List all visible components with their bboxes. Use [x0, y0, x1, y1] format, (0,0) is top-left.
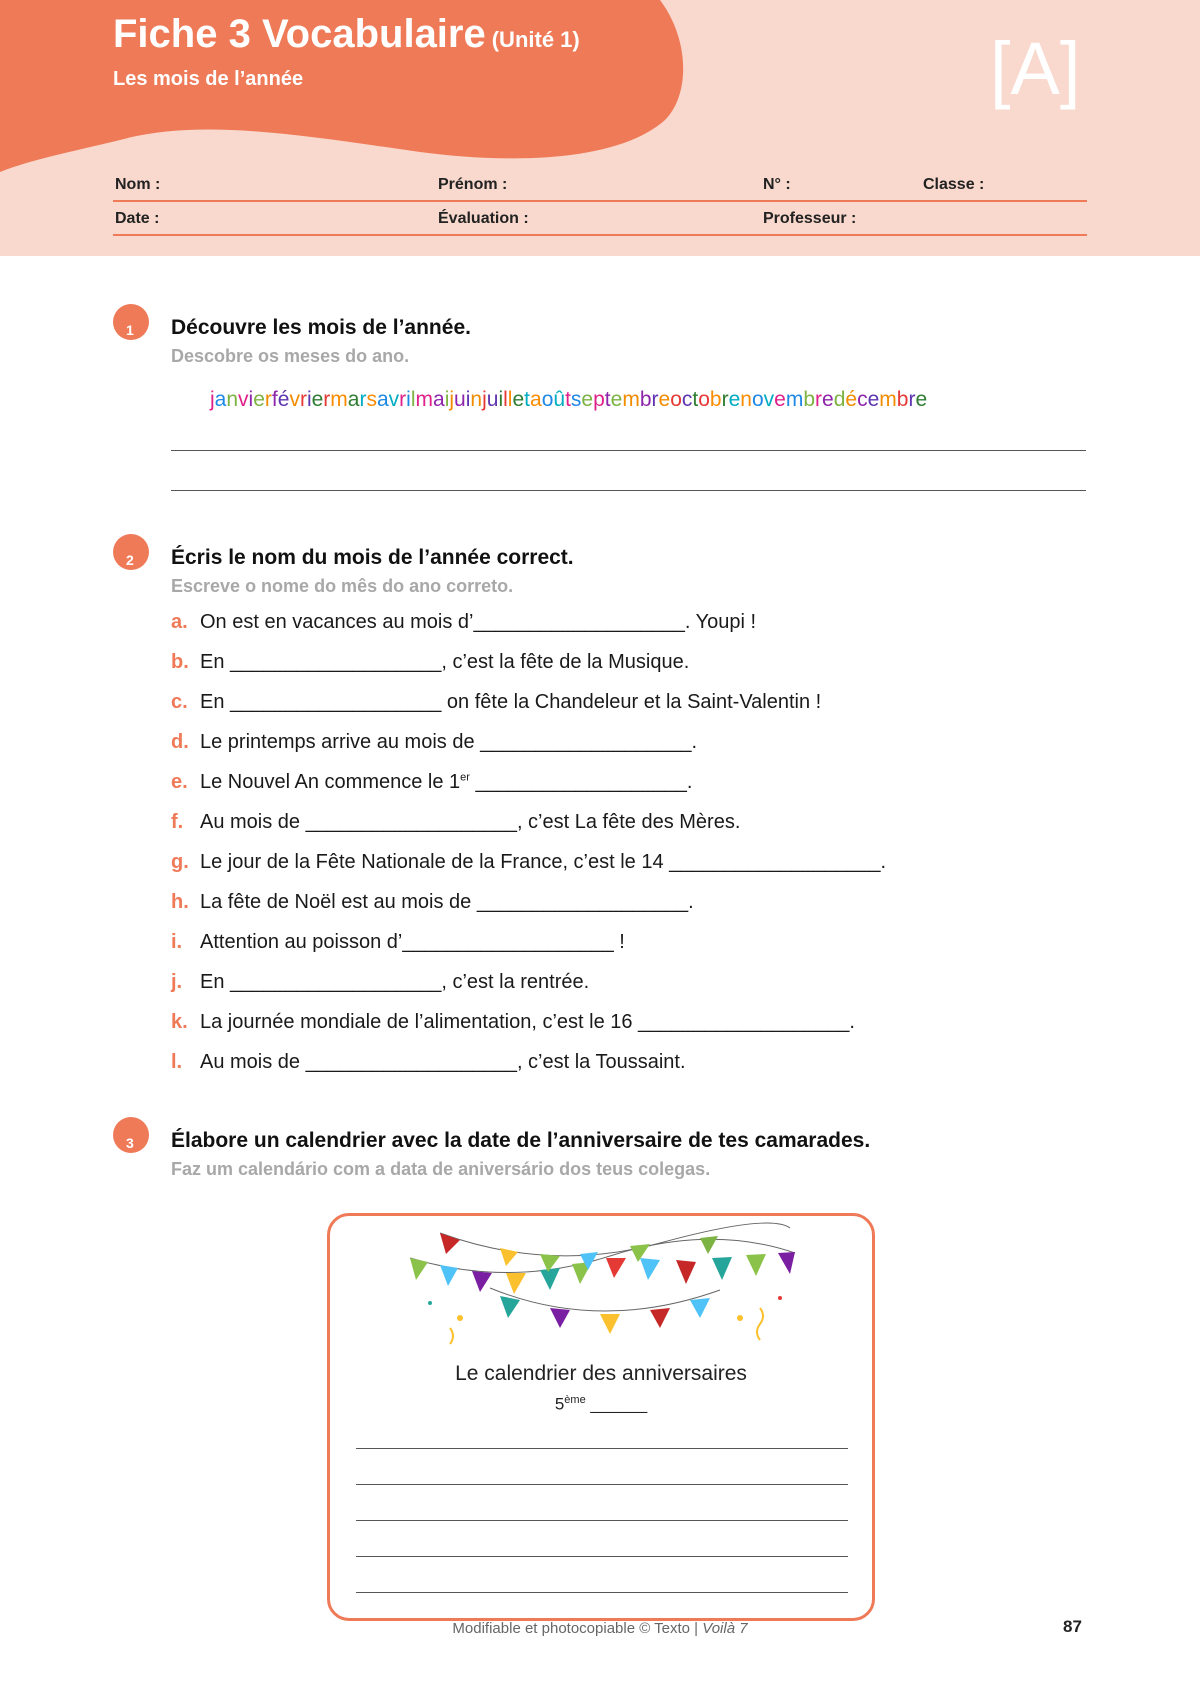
item-letter: f. [171, 811, 184, 833]
snake-letter: t [565, 388, 571, 411]
snake-letter: i [465, 388, 471, 411]
snake-letter: l [503, 388, 508, 411]
snake-letter: b [896, 388, 909, 411]
bunting-decoration-icon [400, 1218, 800, 1358]
exercise-2-item [171, 771, 692, 794]
snake-letter: a [530, 388, 542, 411]
snake-letter: p [593, 388, 605, 411]
snake-letter: d [833, 388, 846, 411]
snake-letter: i [306, 388, 312, 411]
exercise-2-item [171, 611, 756, 634]
evaluation-field-label: Évaluation : [438, 210, 529, 227]
answer-line[interactable] [171, 450, 1086, 451]
snake-letter: i [444, 388, 450, 411]
exercise-2-item [171, 851, 886, 874]
item-letter: g. [171, 851, 189, 873]
snake-letter: e [253, 388, 265, 411]
snake-letter: o [698, 388, 710, 411]
exercise-2-item [171, 811, 740, 834]
calendar-line[interactable] [356, 1520, 848, 1521]
snake-letter: e [311, 388, 324, 411]
student-fields-row-2 [113, 204, 1087, 236]
level-badge: [A] [990, 27, 1081, 110]
snake-letter: i [248, 388, 254, 411]
item-letter: h. [171, 891, 189, 913]
number-field-label: N° : [763, 176, 791, 193]
snake-letter: é [277, 388, 290, 411]
snake-letter: r [359, 388, 367, 411]
exercise-1-number: 1 [126, 322, 134, 338]
snake-letter: e [512, 388, 525, 411]
unit-label: (Unité 1) [491, 27, 580, 52]
snake-letter: a [376, 388, 389, 411]
item-text: Le Nouvel An commence le 1 [200, 771, 461, 793]
snake-letter: m [622, 388, 640, 411]
footer-copyright: Modifiable et photocopiable © Texto | [452, 1620, 703, 1637]
snake-letter: v [388, 388, 400, 411]
snake-letter: s [570, 388, 582, 411]
snake-letter: i [406, 388, 411, 411]
item-letter: l. [171, 1051, 183, 1073]
exercise-2-item [171, 1011, 855, 1034]
snake-letter: l [410, 388, 416, 411]
snake-letter: j [449, 388, 455, 411]
exercise-3-number: 3 [126, 1135, 134, 1151]
exercise-2-subtitle: Escreve o nome do mês do ano correto. [171, 576, 514, 596]
snake-letter: r [815, 388, 823, 411]
exercise-2-number: 2 [126, 552, 134, 568]
item-text[interactable]: La journée mondiale de l’alimentation, c’est le 16 ___________________. [200, 1011, 855, 1033]
class-superscript: ème [564, 1394, 586, 1406]
snake-letter: n [470, 388, 483, 411]
exercise-1-title: Découvre les mois de l’année. [171, 316, 471, 339]
snake-letter: s [366, 388, 377, 411]
item-text[interactable]: En ___________________, c’est la fête de la Musique. [200, 651, 690, 673]
snake-letter: j [482, 388, 487, 411]
snake-letter: c [857, 388, 868, 411]
item-text[interactable]: Au mois de ___________________, c’est La fête des Mères. [200, 811, 741, 833]
item-letter: j. [171, 971, 183, 993]
snake-letter: v [763, 388, 775, 411]
calendar-line[interactable] [356, 1592, 848, 1593]
item-letter: a. [171, 611, 188, 633]
exercise-2-item [171, 971, 589, 994]
snake-letter: o [751, 388, 764, 411]
page-number: 87 [1063, 1617, 1082, 1636]
snake-letter: e [728, 388, 741, 411]
snake-letter: e [915, 388, 928, 411]
title-text: Fiche 3 Vocabulaire [113, 12, 486, 56]
snake-letter: b [803, 388, 816, 411]
snake-letter: e [581, 388, 594, 411]
snake-letter: o [670, 388, 682, 411]
item-letter: c. [171, 691, 188, 713]
snake-letter: r [651, 388, 659, 411]
footer-book-title: Voilà 7 [702, 1620, 748, 1637]
snake-letter: o [541, 388, 554, 411]
exercise-3-number-badge [113, 1117, 149, 1153]
item-text[interactable]: Au mois de ___________________, c’est la Toussaint. [200, 1051, 686, 1073]
snake-letter: m [330, 388, 348, 411]
class-blank[interactable]: ______ [585, 1394, 648, 1414]
item-text[interactable]: En ___________________, c’est la rentrée. [200, 971, 590, 993]
snake-letter: n [740, 388, 752, 411]
snake-letter: e [610, 388, 623, 411]
exercise-2-item [171, 731, 697, 754]
snake-letter: e [822, 388, 834, 411]
calendar-line[interactable] [356, 1448, 848, 1449]
snake-letter: r [323, 388, 331, 411]
snake-letter: t [604, 388, 611, 411]
item-letter: e. [171, 771, 188, 793]
page-title [113, 12, 580, 57]
exercise-2-item [171, 691, 821, 714]
exercise-2-item [171, 1051, 686, 1074]
item-blank[interactable]: ___________________. [469, 771, 693, 793]
item-text[interactable]: En ___________________ on fête la Chandeleur et la Saint-Valentin ! [200, 691, 822, 713]
answer-line[interactable] [171, 490, 1086, 491]
class-grade: 5 [554, 1394, 565, 1414]
item-letter: d. [171, 731, 189, 753]
snake-letter: j [210, 388, 215, 411]
exercise-3-subtitle: Faz um calendário com a data de aniversário dos teus colegas. [171, 1159, 711, 1179]
snake-letter: i [498, 388, 504, 411]
calendar-line[interactable] [356, 1556, 848, 1557]
name-field-label: Nom : [115, 176, 161, 193]
snake-letter: e [658, 388, 671, 411]
snake-letter: n [226, 388, 239, 411]
snake-letter: r [264, 388, 272, 411]
snake-letter: e [867, 388, 880, 411]
item-text[interactable]: Le printemps arrive au mois de ___________________. [200, 731, 698, 753]
snake-letter: f [271, 388, 278, 411]
ordinal-superscript: er [460, 771, 470, 784]
footer [0, 1620, 1200, 1637]
snake-letter: c [681, 388, 693, 411]
snake-letter: r [399, 388, 407, 411]
snake-letter: a [433, 388, 445, 411]
snake-letter: t [524, 388, 530, 411]
item-text[interactable]: Attention au poisson d’___________________ ! [200, 931, 625, 953]
item-letter: i. [171, 931, 183, 953]
snake-letter: b [639, 388, 652, 411]
snake-letter: a [214, 388, 227, 411]
date-field-label: Date : [115, 210, 160, 227]
snake-letter: v [289, 388, 300, 411]
snake-letter: u [486, 388, 499, 411]
birthday-calendar-box [327, 1213, 875, 1621]
snake-letter: m [879, 388, 897, 411]
snake-letter: û [553, 388, 566, 411]
exercise-2-item [171, 651, 689, 674]
snake-letter: r [908, 388, 916, 411]
exercise-2-item [171, 931, 625, 954]
item-letter: b. [171, 651, 189, 673]
exercise-2-number-badge [113, 534, 149, 570]
calendar-title: Le calendrier des anniversaires [455, 1362, 747, 1385]
teacher-field-label: Professeur : [763, 210, 857, 227]
snake-letter: l [507, 388, 513, 411]
snake-letter: r [299, 388, 307, 411]
snake-letter: v [238, 388, 249, 411]
snake-letter: m [415, 388, 434, 411]
snake-letter: e [774, 388, 786, 411]
class-field-label: Classe : [923, 176, 985, 193]
first-name-field-label: Prénom : [438, 176, 508, 193]
snake-letter: t [692, 388, 699, 411]
exercise-1-subtitle: Descobre os meses do ano. [171, 346, 410, 366]
calendar-class-label [330, 1394, 872, 1415]
exercise-2-title: Écris le nom du mois de l’année correct. [171, 546, 574, 569]
item-text[interactable]: La fête de Noël est au mois de ___________________. [200, 891, 694, 913]
calendar-line[interactable] [356, 1484, 848, 1485]
item-text[interactable]: On est en vacances au mois d’___________________. Youpi ! [200, 611, 756, 633]
page-subtitle: Les mois de l’année [113, 68, 304, 90]
letter-snake-puzzle [210, 388, 927, 412]
exercise-2-item [171, 891, 694, 914]
item-letter: k. [171, 1011, 188, 1033]
snake-letter: é [845, 388, 858, 411]
exercise-3-title: Élabore un calendrier avec la date de l’anniversaire de tes camarades. [171, 1129, 871, 1152]
snake-letter: b [709, 388, 722, 411]
snake-letter: a [347, 388, 360, 411]
snake-letter: r [721, 388, 729, 411]
snake-letter: m [785, 388, 804, 411]
student-fields-row-1 [113, 170, 1087, 202]
snake-letter: u [454, 388, 466, 411]
exercise-1-number-badge [113, 304, 149, 340]
item-text[interactable]: Le jour de la Fête Nationale de la France, c’est le 14 ___________________. [200, 851, 887, 873]
